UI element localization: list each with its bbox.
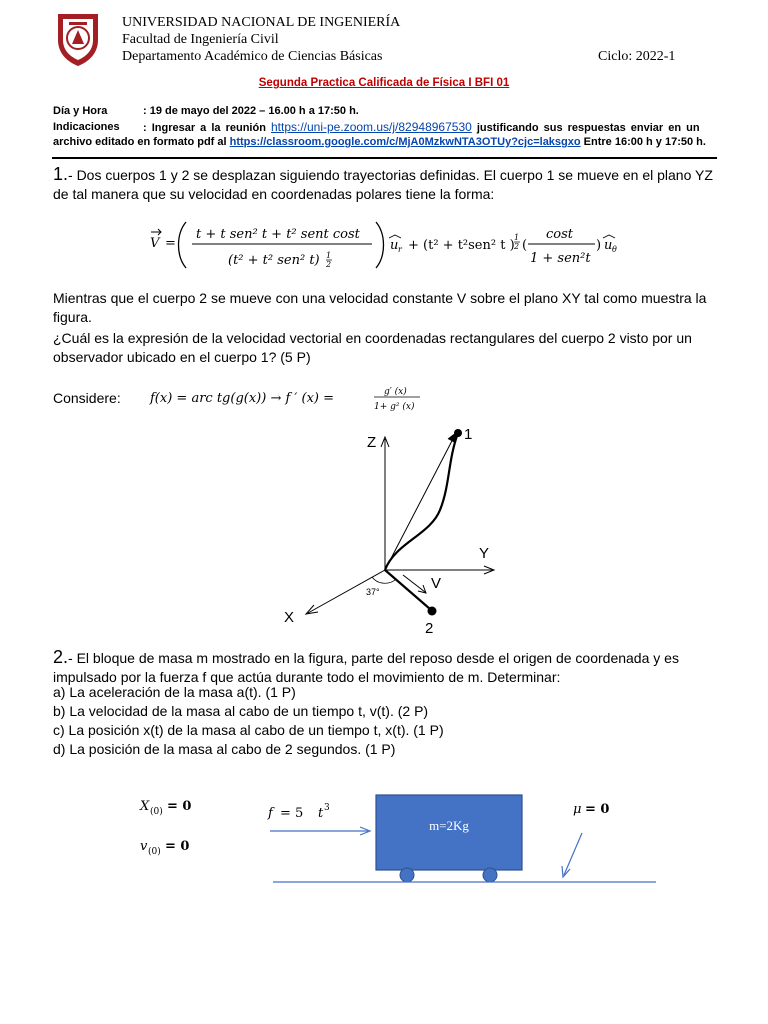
department-name: Departamento Académico de Ciencias Básicas bbox=[122, 49, 383, 64]
instructions-text-4: Entre 16:00 h y 17:50 h. bbox=[583, 136, 706, 148]
svg-text:1: 1 bbox=[326, 251, 332, 260]
svg-text:u: u bbox=[604, 238, 613, 253]
force-exponent: 3 bbox=[324, 803, 330, 813]
v0-value: = 0 bbox=[165, 839, 190, 854]
body1-label: 1 bbox=[464, 426, 473, 443]
problem1-question: ¿Cuál es la expresión de la velocidad vectorial en coordenadas rectangulares del cuerpo 2 visto por un observador ubicado en el cuerpo 1? (5 P) bbox=[53, 330, 692, 365]
svg-text:cost: cost bbox=[546, 227, 574, 242]
body2-dot bbox=[428, 607, 437, 616]
angle-arc bbox=[372, 577, 396, 583]
force-symbol: f bbox=[268, 806, 273, 821]
x0-symbol: X bbox=[140, 799, 150, 814]
problem1-statement bbox=[53, 165, 723, 204]
exam-title: Segunda Practica Calificada de Física I BFI 01 bbox=[258, 77, 510, 89]
svg-text:2: 2 bbox=[514, 242, 520, 251]
svg-text:2: 2 bbox=[326, 260, 332, 269]
wheel-left bbox=[400, 868, 414, 882]
svg-text:u: u bbox=[390, 238, 399, 253]
y-label: Y bbox=[479, 545, 490, 562]
wheel-right bbox=[483, 868, 497, 882]
svg-text:1+ g² (x): 1+ g² (x) bbox=[374, 402, 415, 412]
university-logo bbox=[52, 10, 104, 68]
svg-text:(: ( bbox=[522, 238, 528, 253]
x-label: X bbox=[284, 609, 295, 626]
position-vector-1 bbox=[385, 435, 455, 570]
date-value: : 19 de mayo del 2022 – 16.00 h a 17:50 h. bbox=[143, 105, 359, 117]
svg-text:θ: θ bbox=[612, 245, 617, 254]
velocity-equation bbox=[140, 214, 640, 274]
v0-subscript: (0) bbox=[148, 847, 161, 857]
svg-text:=: = bbox=[165, 236, 176, 251]
mu-arrow bbox=[564, 833, 582, 875]
svg-text:r: r bbox=[398, 245, 402, 254]
angle-label: 37° bbox=[366, 587, 380, 597]
instructions-text-2: justificando sus respuestas enviar en un bbox=[476, 122, 700, 134]
v-label: V bbox=[431, 575, 442, 592]
svg-text:f(x) = arc tg(g(x)) → f ′ (x): f(x) = arc tg(g(x)) → f ′ (x) = bbox=[150, 391, 334, 406]
svg-text:t + t sen² t + t² sent cost: t + t sen² t + t² sent cost bbox=[196, 227, 360, 242]
date-label: Día y Hora bbox=[53, 105, 108, 117]
university-name: UNIVERSIDAD NACIONAL DE INGENIERÍA bbox=[122, 15, 401, 30]
x0-value: = 0 bbox=[167, 799, 192, 814]
svg-text:+ (t² + t²sen² t ): + (t² + t²sen² t ) bbox=[408, 238, 515, 253]
instructions-text-3: archivo editado en formato pdf al bbox=[53, 136, 227, 148]
problem2-number: 2. bbox=[53, 647, 69, 667]
svg-text:1 + sen²t: 1 + sen²t bbox=[530, 251, 591, 266]
header-divider bbox=[52, 157, 717, 159]
force-t: t bbox=[318, 806, 324, 821]
problem1-text: - Dos cuerpos 1 y 2 se desplazan siguiendo trayectorias definidas. El cuerpo 1 se mueve en el plano YZ de tal manera que su velocidad en coordenadas polares tiene la forma: bbox=[53, 167, 713, 202]
body1-dot bbox=[454, 429, 462, 437]
z-label: Z bbox=[367, 434, 377, 451]
problem2-statement bbox=[53, 648, 723, 687]
consider-label: Considere: bbox=[53, 390, 121, 406]
faculty-name: Facultad de Ingeniería Civil bbox=[122, 32, 279, 47]
figure-block bbox=[130, 785, 670, 895]
body2-label: 2 bbox=[425, 620, 434, 637]
figure-3d-axes bbox=[280, 425, 520, 640]
mass-label: m=2Kg bbox=[429, 818, 469, 833]
instructions-line2 bbox=[53, 135, 743, 150]
instructions-line1 bbox=[143, 120, 733, 136]
problem2-text: - El bloque de masa m mostrado en la figura, parte del reposo desde el origen de coordenada y es impulsado por la fuerza f que actúa durante todo el movimiento de m. Determinar: bbox=[53, 650, 679, 685]
classroom-link[interactable]: https://classroom.google.com/c/MjA0MzkwNTA3OTUy?cjc=laksgxo bbox=[229, 136, 581, 148]
mu-symbol: μ bbox=[573, 802, 582, 817]
derivative-formula bbox=[148, 380, 438, 416]
problem2-item-b: b) La velocidad de la masa al cabo de un tiempo t, v(t). (2 P) bbox=[53, 703, 429, 719]
mu-value: = 0 bbox=[585, 802, 610, 817]
svg-text:g′ (x): g′ (x) bbox=[384, 387, 407, 397]
problem2-item-c: c) La posición x(t) de la masa al cabo de un tiempo t, x(t). (1 P) bbox=[53, 722, 444, 738]
svg-text:V: V bbox=[150, 236, 160, 251]
problem2-item-d: d) La posición de la masa al cabo de 2 segundos. (1 P) bbox=[53, 741, 396, 757]
body2-vector bbox=[385, 570, 430, 609]
zoom-link[interactable]: https://uni-pe.zoom.us/j/82948967530 bbox=[270, 120, 472, 134]
x0-subscript: (0) bbox=[150, 807, 163, 817]
problem2-item-a: a) La aceleración de la masa a(t). (1 P) bbox=[53, 684, 296, 700]
problem1-text-b: Mientras que el cuerpo 2 se mueve con una velocidad constante V sobre el plano XY tal como muestra la figura. bbox=[53, 290, 707, 325]
svg-text:(t² + t² sen² t): (t² + t² sen² t) bbox=[228, 253, 320, 268]
problem1-number: 1. bbox=[53, 164, 69, 184]
cycle-label: Ciclo: 2022-1 bbox=[598, 49, 676, 64]
instructions-label: Indicaciones bbox=[53, 121, 120, 133]
svg-text:): ) bbox=[596, 238, 602, 253]
instructions-text-1: : Ingresar a la reunión bbox=[143, 122, 266, 134]
v0-symbol: v bbox=[140, 839, 148, 854]
force-value: = 5 bbox=[280, 806, 304, 821]
svg-text:1: 1 bbox=[514, 233, 520, 242]
